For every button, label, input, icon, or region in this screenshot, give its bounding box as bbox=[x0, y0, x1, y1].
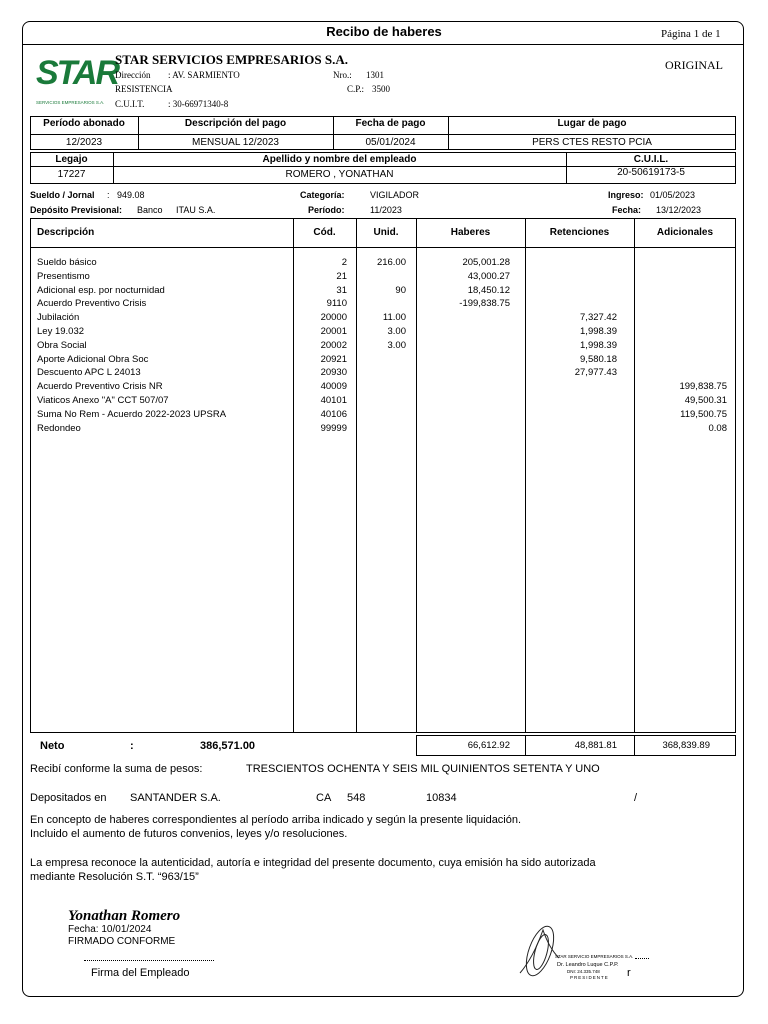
row-codigo: 20921 bbox=[320, 353, 347, 365]
header-divider bbox=[22, 44, 744, 45]
col-header-cod: Cód. bbox=[313, 227, 336, 238]
depositados-label: Depositados en bbox=[30, 792, 107, 804]
row-retenciones: 1,998.39 bbox=[580, 339, 617, 351]
row-unidades: 216.00 bbox=[376, 257, 406, 268]
row-codigo: 20001 bbox=[320, 326, 347, 337]
sello-line bbox=[635, 958, 649, 959]
row-descripcion: Acuerdo Preventivo Crisis bbox=[37, 298, 147, 310]
row-codigo: 40101 bbox=[320, 395, 347, 406]
cuenta-slash: / bbox=[634, 792, 638, 804]
president-signature-icon bbox=[515, 918, 565, 984]
fecha-label: Fecha: bbox=[612, 205, 642, 215]
row-retenciones: 9,580.18 bbox=[580, 353, 617, 365]
presidente-cargo: PRESIDENTE bbox=[570, 975, 609, 980]
row-descripcion: Redondeo bbox=[37, 422, 81, 434]
periodo-label: Período: bbox=[308, 205, 345, 215]
col-header-adicionales: Adicionales bbox=[656, 227, 714, 238]
row-adicionales: 0.08 bbox=[708, 422, 727, 434]
row-codigo: 31 bbox=[336, 284, 347, 296]
deposito-label: Depósito Previsional: bbox=[30, 205, 123, 215]
concepto-line-1: En concepto de haberes correspondientes al período arriba indicado y según la presente liquidación. bbox=[30, 814, 522, 826]
col-header-retenciones: Retenciones bbox=[549, 227, 610, 238]
row-descripcion: Viaticos Anexo "A" CCT 507/07 bbox=[37, 395, 169, 406]
deposito-banco: Banco bbox=[137, 205, 163, 215]
deposito-banco-final: SANTANDER S.A. bbox=[130, 792, 221, 804]
copy-label: ORIGINAL bbox=[665, 58, 723, 72]
row-descripcion: Sueldo básico bbox=[37, 257, 97, 268]
cuenta-tipo: CA bbox=[316, 792, 332, 804]
sueldo-sep: : bbox=[107, 190, 110, 200]
neto-label: Neto bbox=[40, 740, 65, 752]
pago-header-lugar: Lugar de pago bbox=[557, 118, 627, 129]
page-number: Página 1 de 1 bbox=[661, 28, 721, 40]
pago-lugar: PERS CTES RESTO PCIA bbox=[532, 137, 652, 148]
empleado-header-legajo: Legajo bbox=[55, 154, 88, 165]
pago-fecha: 05/01/2024 bbox=[365, 137, 416, 148]
row-retenciones: 1,998.39 bbox=[580, 326, 617, 337]
localidad-value: RESISTENCIA bbox=[115, 84, 173, 94]
empleado-cuil: 20-50619173-5 bbox=[617, 167, 685, 178]
empleado-header-nombre: Apellido y nombre del empleado bbox=[262, 154, 417, 165]
row-codigo: 40009 bbox=[320, 381, 347, 393]
concepto-line-2: Incluido el aumento de futuros convenios, leyes y/o resoluciones. bbox=[30, 828, 348, 840]
presidente-nombre: Dr. Leandro Luque C.P.P. bbox=[557, 962, 619, 968]
ingreso-value: 01/05/2023 bbox=[650, 190, 696, 200]
sucursal: 548 bbox=[347, 792, 366, 804]
categoria-label: Categoría: bbox=[300, 190, 345, 200]
deposito-value: ITAU S.A. bbox=[176, 205, 216, 215]
row-retenciones: 27,977.43 bbox=[574, 367, 617, 379]
col-header-haberes: Haberes bbox=[450, 227, 491, 238]
col-header-unid: Unid. bbox=[373, 227, 399, 238]
nro-value: 1301 bbox=[366, 70, 384, 80]
pago-periodo: 12/2023 bbox=[65, 137, 103, 148]
row-adicionales: 49,500.31 bbox=[684, 395, 727, 406]
sueldo-label: Sueldo / Jornal bbox=[30, 190, 95, 200]
row-codigo: 40106 bbox=[320, 408, 347, 420]
row-descripcion: Adicional esp. por nocturnidad bbox=[37, 284, 165, 296]
total-haberes: 66,612.92 bbox=[467, 740, 510, 751]
col-divider bbox=[634, 218, 635, 733]
empleado-legajo: 17227 bbox=[57, 169, 86, 180]
row-unidades: 3.00 bbox=[387, 339, 406, 351]
row-codigo: 20002 bbox=[320, 339, 347, 351]
neto-sep: : bbox=[130, 740, 134, 752]
company-logo bbox=[36, 54, 119, 108]
col-header-descripcion: Descripción bbox=[37, 227, 95, 238]
recibi-label: Recibí conforme la suma de pesos: bbox=[30, 763, 203, 775]
cuit-label: C.U.I.T. bbox=[115, 99, 145, 109]
row-unidades: 90 bbox=[395, 284, 406, 296]
total-retenciones: 48,881.81 bbox=[574, 740, 617, 751]
total-adicionales: 368,839.89 bbox=[662, 740, 710, 751]
autenticidad-line-2: mediante Resolución S.T. “963/15” bbox=[30, 871, 199, 883]
empleado-nombre: ROMERO , YONATHAN bbox=[285, 169, 394, 180]
row-unidades: 3.00 bbox=[387, 326, 406, 337]
recibi-words: TRESCIENTOS OCHENTA Y SEIS MIL QUINIENTOS SETENTA Y UNO bbox=[246, 763, 600, 775]
cp-label: C.P.: bbox=[347, 84, 365, 94]
pago-header-periodo: Período abonado bbox=[43, 118, 125, 129]
direccion-label: Dirección bbox=[115, 70, 151, 80]
neto-value: 386,571.00 bbox=[200, 740, 256, 752]
autenticidad-line-1: La empresa reconoce la autenticidad, autoría e integridad del presente documento, cuya emisión ha sido autorizada bbox=[30, 857, 596, 869]
sello-empresa: STAR SERVICIO EMPRESARIOS S.A. bbox=[555, 954, 634, 959]
pago-divider bbox=[30, 134, 736, 135]
row-retenciones: 7,327.42 bbox=[580, 312, 617, 324]
firma-label: Firma del Empleado bbox=[91, 967, 190, 979]
row-descripcion: Obra Social bbox=[37, 339, 87, 351]
conceptos-header-divider bbox=[30, 247, 736, 248]
row-adicionales: 199,838.75 bbox=[679, 381, 727, 393]
cuenta-numero: 10834 bbox=[426, 792, 457, 804]
periodo-value: 11/2023 bbox=[370, 205, 402, 215]
row-haberes: 205,001.28 bbox=[462, 257, 510, 268]
row-codigo: 20000 bbox=[320, 312, 347, 324]
fecha-value: 13/12/2023 bbox=[656, 205, 702, 215]
row-codigo: 2 bbox=[341, 257, 347, 268]
presidente-dni: DNI: 24.335.748 bbox=[567, 969, 600, 974]
row-haberes: 18,450.12 bbox=[467, 284, 510, 296]
col-divider bbox=[525, 218, 526, 733]
row-descripcion: Ley 19.032 bbox=[37, 326, 85, 337]
cp-value: 3500 bbox=[372, 84, 390, 94]
pago-header-descripcion: Descripción del pago bbox=[184, 118, 287, 129]
row-descripcion: Descuento APC L 24013 bbox=[37, 367, 141, 379]
nro-label: Nro.: bbox=[333, 70, 352, 80]
row-descripcion: Aporte Adicional Obra Soc bbox=[37, 353, 149, 365]
cuit-value: : 30-66971340-8 bbox=[168, 99, 229, 109]
firma-line bbox=[84, 960, 214, 961]
firmado-conforme: FIRMADO CONFORME bbox=[68, 936, 176, 947]
row-descripcion: Acuerdo Preventivo Crisis NR bbox=[37, 381, 163, 393]
row-haberes: 43,000.27 bbox=[467, 270, 510, 282]
row-codigo: 9110 bbox=[326, 298, 347, 310]
row-codigo: 20930 bbox=[320, 367, 347, 379]
pago-header-fecha: Fecha de pago bbox=[355, 118, 426, 129]
firma-fecha: Fecha: 10/01/2024 bbox=[68, 924, 152, 935]
row-haberes: -199,838.75 bbox=[459, 298, 510, 310]
categoria-value: VIGILADOR bbox=[370, 190, 420, 200]
company-name: STAR SERVICIOS EMPRESARIOS S.A. bbox=[115, 52, 348, 67]
receipt-title: Recibo de haberes bbox=[326, 24, 442, 39]
direccion-value: : AV. SARMIENTO bbox=[168, 70, 240, 80]
pago-descripcion: MENSUAL 12/2023 bbox=[192, 137, 279, 148]
employee-signature: Yonathan Romero bbox=[68, 908, 181, 924]
logo-text: STAR bbox=[36, 54, 119, 92]
row-codigo: 99999 bbox=[320, 422, 347, 434]
sueldo-value: 949.08 bbox=[117, 190, 145, 200]
sello-r: r bbox=[627, 967, 631, 979]
logo-subtitle: SERVICIOS EMPRESARIOS S.A. bbox=[36, 100, 105, 105]
row-unidades: 11.00 bbox=[382, 312, 406, 324]
row-adicionales: 119,500.75 bbox=[680, 408, 727, 420]
row-descripcion: Presentismo bbox=[37, 270, 90, 282]
ingreso-label: Ingreso: bbox=[608, 190, 644, 200]
row-descripcion: Suma No Rem - Acuerdo 2022-2023 UPSRA bbox=[37, 408, 227, 420]
row-codigo: 21 bbox=[336, 270, 347, 282]
empleado-header-cuil: C.U.I.L. bbox=[633, 154, 669, 165]
row-descripcion: Jubilación bbox=[37, 312, 80, 324]
